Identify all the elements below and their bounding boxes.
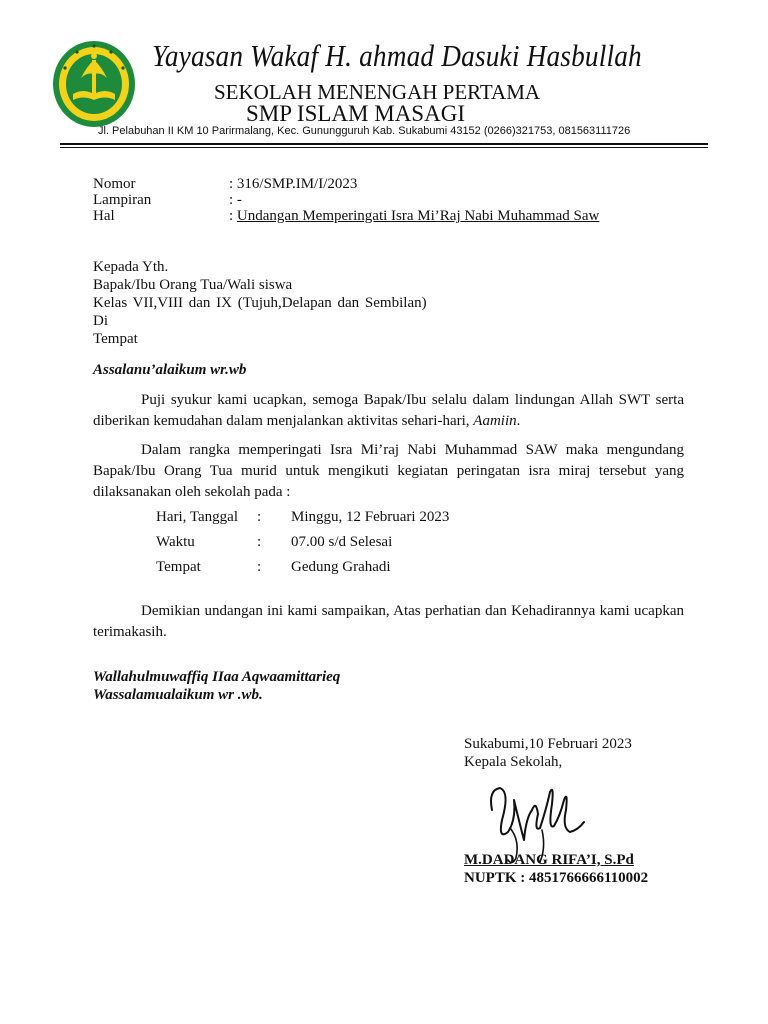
greeting: Assalanu’alaikum wr.wb [93, 362, 247, 378]
meta-colon: : [229, 208, 237, 224]
event-sep: : [257, 534, 262, 550]
recipient-line: Di [93, 313, 108, 329]
recipient-line: Kelas VII,VIII dan IX (Tujuh,Delapan dan Sembilan) [93, 295, 427, 311]
meta-value-nomor: : 316/SMP.IM/I/2023 [229, 176, 358, 192]
signature-place-date: Sukabumi,10 Februari 2023 [464, 736, 632, 752]
foundation-name: Yayasan Wakaf H. ahmad Dasuki Hasbullah [152, 38, 642, 73]
meta-value-hal [229, 207, 599, 225]
paragraph-opening-italic: Aamiin [473, 413, 517, 429]
signatory-id: NUPTK : 4851766666110002 [464, 870, 649, 886]
recipient-line: Tempat [93, 331, 138, 347]
closing-line: Wassalamualaikum wr .wb. [93, 687, 263, 703]
paragraph-opening-text: Puji syukur kami ucapkan, semoga Bapak/Ibu selalu dalam lindungan Allah SWT serta diberikan kemudahan dalam menjalankan aktivitas sehari-hari, [93, 392, 684, 429]
recipient-line: Kepada Yth. [93, 259, 169, 275]
paragraph-invitation-text: Dalam rangka memperingati Isra Mi’raj Nabi Muhammad SAW maka mengundang Bapak/Ibu Orang Tua murid untuk mengikuti kegiatan peringatan isra miraj tersebut yang dilaksanakan oleh sekolah pada : [93, 442, 684, 500]
school-type: SEKOLAH MENENGAH PERTAMA [214, 80, 541, 104]
school-name: SMP ISLAM MASAGI [246, 101, 465, 126]
event-label: Hari, Tanggal [156, 509, 238, 525]
closing-line: Wallahulmuwaffiq IIaa Aqwaamittarieq [93, 669, 341, 685]
school-logo [51, 38, 137, 130]
meta-label-hal: Hal [93, 208, 115, 224]
header-divider-thin [60, 147, 708, 148]
paragraph-invitation [93, 440, 684, 503]
event-value: Gedung Grahadi [291, 559, 391, 575]
event-label: Tempat [156, 559, 201, 575]
header-divider [60, 143, 708, 145]
paragraph-closing-text: Demikian undangan ini kami sampaikan, Atas perhatian dan Kehadirannya kami ucapkan terimakasih. [93, 603, 684, 640]
event-sep: : [257, 509, 262, 525]
event-value: Minggu, 12 Februari 2023 [291, 509, 450, 525]
event-label: Waktu [156, 534, 195, 550]
paragraph-opening-end: . [516, 413, 521, 429]
meta-value-lampiran: : - [229, 192, 242, 208]
signatory-name: M.DADANG RIFA’I, S.Pd [464, 852, 634, 868]
event-sep: : [257, 559, 262, 575]
paragraph-opening [93, 390, 684, 432]
paragraph-closing [93, 601, 684, 643]
meta-label-lampiran: Lampiran [93, 192, 152, 208]
signature-title: Kepala Sekolah, [464, 754, 563, 770]
event-value: 07.00 s/d Selesai [291, 534, 393, 550]
meta-label-nomor: Nomor [93, 176, 136, 192]
school-address: Jl. Pelabuhan II KM 10 Parirmalang, Kec. Gunungguruh Kab. Sukabumi 43152 (0266)321753, 081563111726 [98, 125, 631, 137]
subject-text: Undangan Memperingati Isra Mi’Raj Nabi Muhammad Saw [236, 208, 600, 224]
recipient-line: Bapak/Ibu Orang Tua/Wali siswa [93, 277, 293, 293]
